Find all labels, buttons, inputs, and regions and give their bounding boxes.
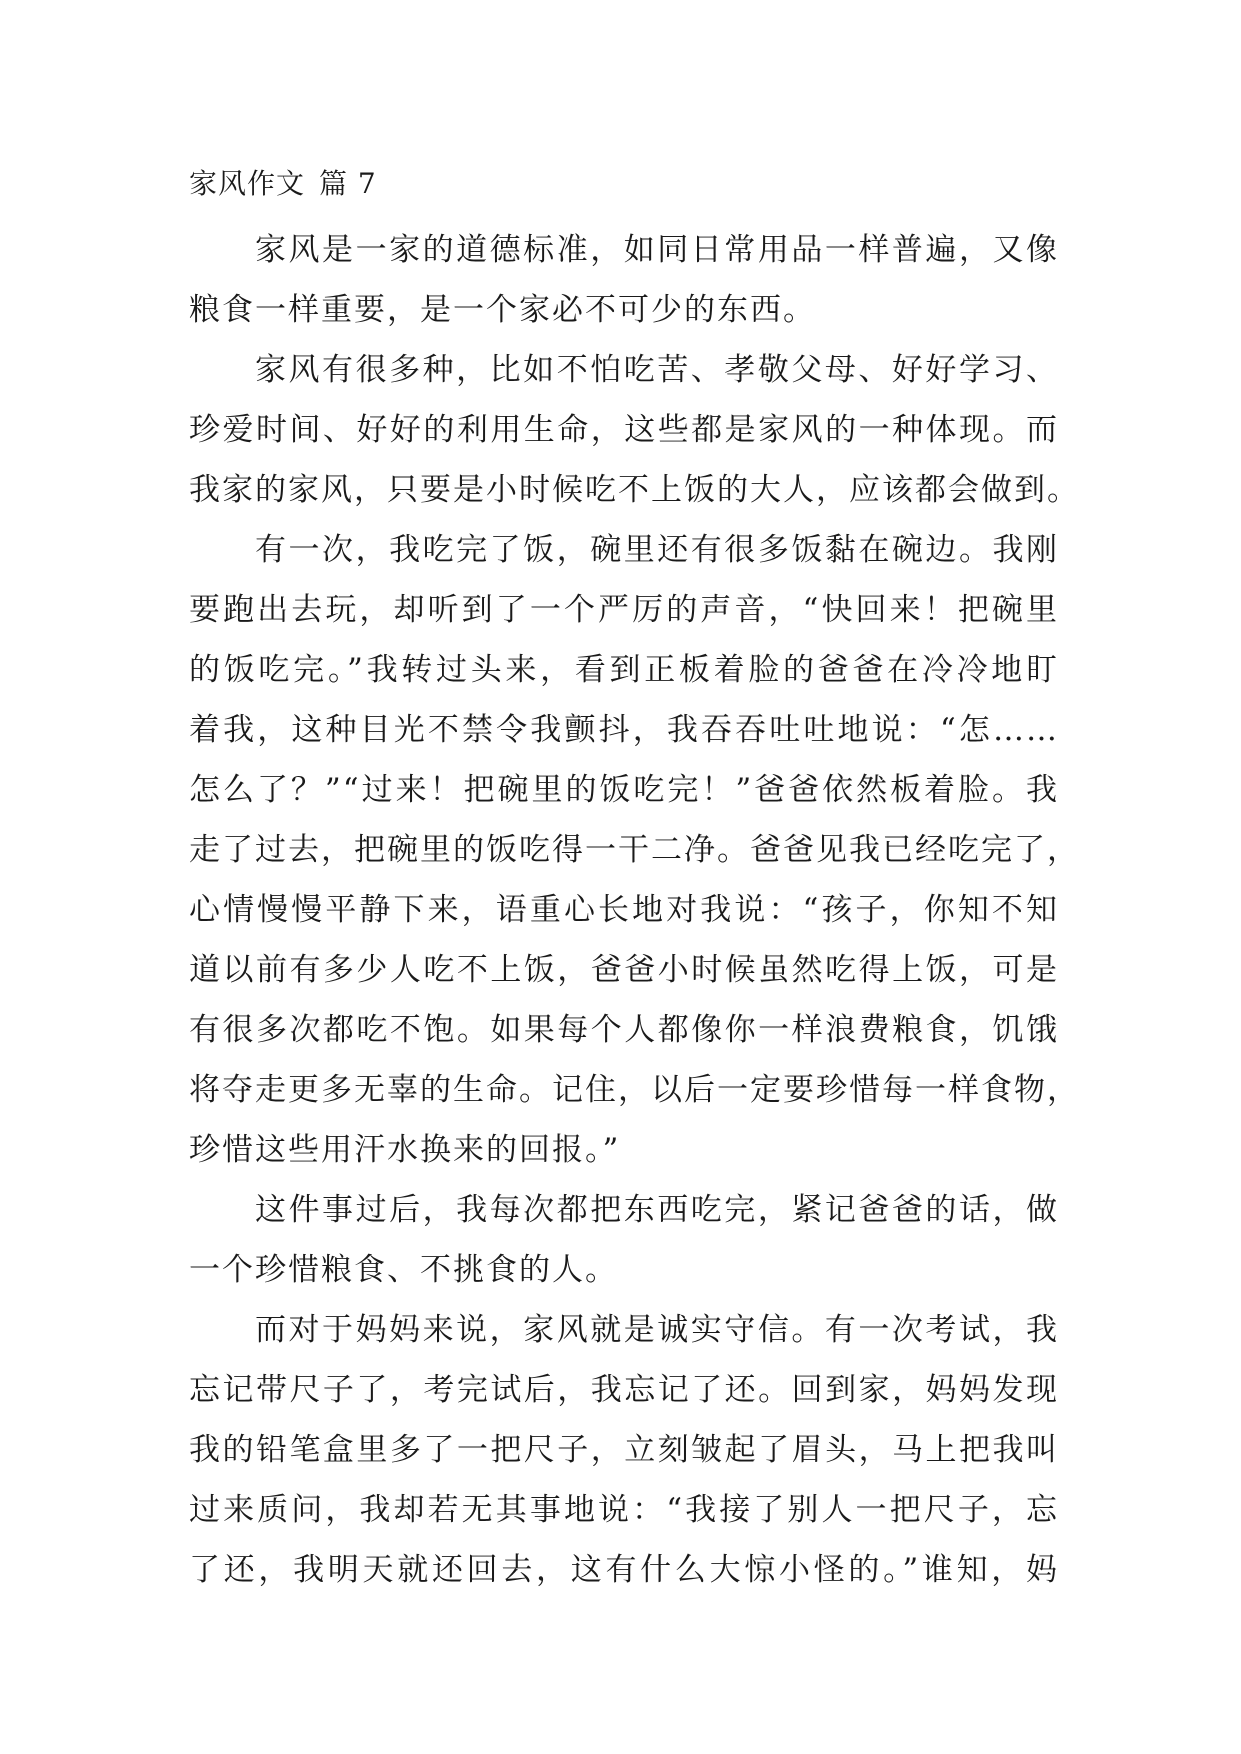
text-line: 了还，我明天就还回去，这有什么大惊小怪的。”谁知，妈 <box>189 1552 1059 1588</box>
text-line: 要跑出去玩，却听到了一个严厉的声音，“快回来！把碗里 <box>189 592 1059 628</box>
text-line: 珍惜这些用汗水换来的回报。” <box>189 1132 621 1168</box>
text-line: 将夺走更多无辜的生命。记住，以后一定要珍惜每一样食物， <box>189 1072 1080 1108</box>
text-line: 我的铅笔盒里多了一把尺子，立刻皱起了眉头，马上把我叫 <box>189 1432 1059 1468</box>
text-line: 有一次，我吃完了饭，碗里还有很多饭黏在碗边。我刚 <box>255 532 1059 568</box>
title-text: 家风作文 <box>189 167 306 200</box>
text-line: 粮食一样重要，是一个家必不可少的东西。 <box>189 292 816 328</box>
text-line: 怎么了？”“过来！把碗里的饭吃完！”爸爸依然板着脸。我 <box>189 772 1059 808</box>
text-line: 有很多次都吃不饱。如果每个人都像你一样浪费粮食，饥饿 <box>189 1012 1059 1048</box>
text-line: 一个珍惜粮食、不挑食的人。 <box>189 1252 618 1288</box>
text-line: 家风有很多种，比如不怕吃苦、孝敬父母、好好学习、 <box>255 352 1059 388</box>
document-body <box>189 220 1080 1600</box>
text-line: 过来质问，我却若无其事地说：“我接了别人一把尺子，忘 <box>189 1492 1059 1528</box>
text-line: 道以前有多少人吃不上饭，爸爸小时候虽然吃得上饭，可是 <box>189 952 1059 988</box>
text-line: 这件事过后，我每次都把东西吃完，紧记爸爸的话，做 <box>255 1192 1059 1228</box>
text-line: 走了过去，把碗里的饭吃得一干二净。爸爸见我已经吃完了， <box>189 832 1080 868</box>
title-number: 篇 7 <box>319 167 377 200</box>
text-line: 心情慢慢平静下来，语重心长地对我说：“孩子，你知不知 <box>189 892 1059 928</box>
text-line: 家风是一家的道德标准，如同日常用品一样普遍，又像 <box>255 232 1059 268</box>
document-title <box>189 164 377 204</box>
text-line: 珍爱时间、好好的利用生命，这些都是家风的一种体现。而 <box>189 412 1059 448</box>
text-line: 而对于妈妈来说，家风就是诚实守信。有一次考试，我 <box>255 1312 1059 1348</box>
text-line: 着我，这种目光不禁令我颤抖，我吞吞吐吐地说：“怎…… <box>189 712 1059 748</box>
text-line: 忘记带尺子了，考完试后，我忘记了还。回到家，妈妈发现 <box>189 1372 1059 1408</box>
text-line: 我家的家风，只要是小时候吃不上饭的大人，应该都会做到。 <box>189 472 1080 508</box>
text-line: 的饭吃完。”我转过头来，看到正板着脸的爸爸在冷冷地盯 <box>189 652 1059 688</box>
